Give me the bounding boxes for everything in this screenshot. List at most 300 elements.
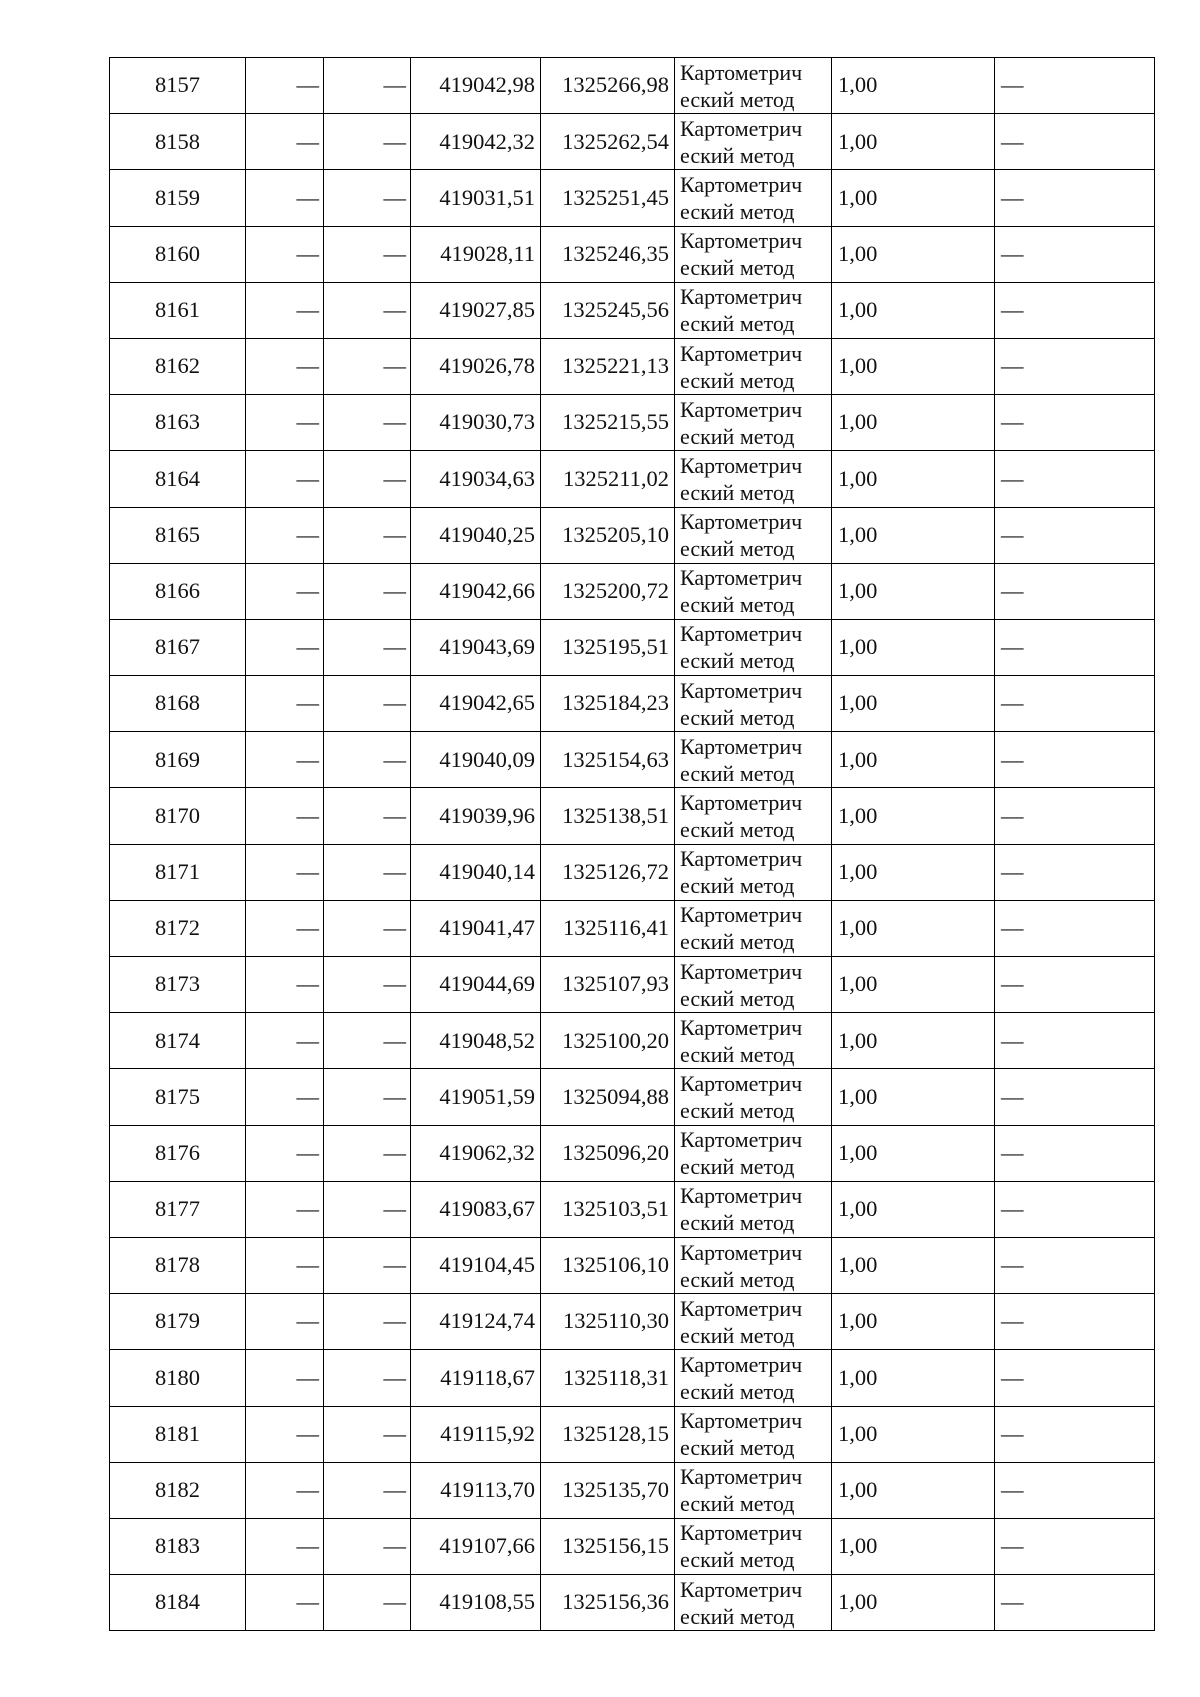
method-text-line: Картометрич [680,846,803,872]
accuracy-cell: 1,00 [832,676,995,732]
empty-cell: — [246,114,324,170]
empty-cell: — [246,788,324,844]
accuracy-cell: 1,00 [832,1069,995,1125]
coordinate-x-cell: 419039,96 [411,788,541,844]
empty-cell: — [246,395,324,451]
table-row [110,1575,1155,1631]
empty-cell: — [324,1237,411,1293]
empty-cell: — [246,226,324,282]
method-cell [675,1125,832,1181]
coordinate-y-cell: 1325205,10 [541,507,675,563]
point-number-cell: 8174 [110,1013,246,1069]
empty-cell: — [246,1462,324,1518]
description-cell: — [995,226,1155,282]
coordinate-x-cell: 419107,66 [411,1518,541,1574]
coordinate-x-cell: 419034,63 [411,451,541,507]
description-cell: — [995,1350,1155,1406]
accuracy-cell: 1,00 [832,1181,995,1237]
coordinate-y-cell: 1325200,72 [541,563,675,619]
method-cell [675,507,832,563]
coordinate-y-cell: 1325195,51 [541,619,675,675]
method-cell [675,1518,832,1574]
accuracy-cell: 1,00 [832,114,995,170]
accuracy-cell: 1,00 [832,1575,995,1631]
coordinate-y-cell: 1325156,36 [541,1575,675,1631]
empty-cell: — [246,58,324,114]
method-cell [675,1069,832,1125]
empty-cell: — [324,1013,411,1069]
accuracy-cell: 1,00 [832,170,995,226]
empty-cell: — [324,788,411,844]
coordinate-x-cell: 419062,32 [411,1125,541,1181]
table-row [110,1294,1155,1350]
point-number-cell: 8175 [110,1069,246,1125]
description-cell: — [995,957,1155,1013]
empty-cell: — [324,1125,411,1181]
method-cell [675,451,832,507]
point-number-cell: 8172 [110,900,246,956]
method-text-line: еский метод [680,1266,795,1292]
point-number-cell: 8180 [110,1350,246,1406]
point-number-cell: 8171 [110,844,246,900]
point-number-cell: 8159 [110,170,246,226]
method-text-line: еский метод [680,1491,795,1517]
accuracy-cell: 1,00 [832,1406,995,1462]
empty-cell: — [246,1181,324,1237]
table-row [110,1125,1155,1181]
empty-cell: — [324,395,411,451]
empty-cell: — [324,226,411,282]
method-text-line: Картометрич [680,340,803,366]
empty-cell: — [246,732,324,788]
coordinate-y-cell: 1325100,20 [541,1013,675,1069]
accuracy-cell: 1,00 [832,451,995,507]
empty-cell: — [324,507,411,563]
empty-cell: — [324,732,411,788]
coordinate-y-cell: 1325262,54 [541,114,675,170]
accuracy-cell: 1,00 [832,732,995,788]
empty-cell: — [246,1518,324,1574]
description-cell: — [995,170,1155,226]
table-row [110,1013,1155,1069]
method-text-line: еский метод [680,1210,795,1236]
method-cell [675,1462,832,1518]
table-row [110,676,1155,732]
point-number-cell: 8166 [110,563,246,619]
table-row [110,451,1155,507]
empty-cell: — [324,451,411,507]
accuracy-cell: 1,00 [832,788,995,844]
point-number-cell: 8184 [110,1575,246,1631]
empty-cell: — [324,1518,411,1574]
coordinate-y-cell: 1325156,15 [541,1518,675,1574]
point-number-cell: 8168 [110,676,246,732]
coordinate-y-cell: 1325221,13 [541,338,675,394]
coordinate-x-cell: 419028,11 [411,226,541,282]
accuracy-cell: 1,00 [832,58,995,114]
method-text-line: еский метод [680,704,795,730]
description-cell: — [995,676,1155,732]
coordinate-x-cell: 419113,70 [411,1462,541,1518]
empty-cell: — [324,563,411,619]
empty-cell: — [324,957,411,1013]
method-text-line: еский метод [680,1378,795,1404]
coordinate-x-cell: 419118,67 [411,1350,541,1406]
coordinate-y-cell: 1325096,20 [541,1125,675,1181]
coordinate-y-cell: 1325118,31 [541,1350,675,1406]
table-row [110,1462,1155,1518]
table-row [110,1406,1155,1462]
empty-cell: — [324,1181,411,1237]
method-cell [675,732,832,788]
point-number-cell: 8176 [110,1125,246,1181]
point-number-cell: 8162 [110,338,246,394]
coordinate-x-cell: 419042,66 [411,563,541,619]
coordinate-x-cell: 419108,55 [411,1575,541,1631]
point-number-cell: 8181 [110,1406,246,1462]
table-row [110,1350,1155,1406]
method-text-line: Картометрич [680,621,803,647]
method-text-line: еский метод [680,760,795,786]
table-body [110,58,1155,1631]
point-number-cell: 8182 [110,1462,246,1518]
coordinate-y-cell: 1325106,10 [541,1237,675,1293]
method-cell [675,619,832,675]
empty-cell: — [324,114,411,170]
empty-cell: — [246,1350,324,1406]
method-text-line: Картометрич [680,1014,803,1040]
table-row [110,844,1155,900]
empty-cell: — [324,619,411,675]
method-cell [675,1294,832,1350]
method-text-line: Картометрич [680,228,803,254]
method-text-line: Картометрич [680,1295,803,1321]
method-text-line: Картометрич [680,452,803,478]
method-cell [675,1575,832,1631]
coordinate-x-cell: 419048,52 [411,1013,541,1069]
table-row [110,1181,1155,1237]
coordinate-y-cell: 1325184,23 [541,676,675,732]
description-cell: — [995,1237,1155,1293]
coordinate-x-cell: 419044,69 [411,957,541,1013]
method-cell [675,788,832,844]
table-row [110,507,1155,563]
description-cell: — [995,1518,1155,1574]
description-cell: — [995,114,1155,170]
description-cell: — [995,788,1155,844]
description-cell: — [995,451,1155,507]
description-cell: — [995,1406,1155,1462]
accuracy-cell: 1,00 [832,226,995,282]
method-text-line: Картометрич [680,509,803,535]
table-row [110,395,1155,451]
coordinates-table [109,57,1155,1631]
method-text-line: еский метод [680,1041,795,1067]
method-text-line: Картометрич [680,1576,803,1602]
empty-cell: — [246,507,324,563]
coordinate-y-cell: 1325107,93 [541,957,675,1013]
coordinate-x-cell: 419042,32 [411,114,541,170]
method-text-line: еский метод [680,592,795,618]
description-cell: — [995,58,1155,114]
empty-cell: — [246,900,324,956]
empty-cell: — [324,1069,411,1125]
empty-cell: — [246,563,324,619]
empty-cell: — [246,170,324,226]
method-text-line: Картометрич [680,1070,803,1096]
method-text-line: еский метод [680,648,795,674]
empty-cell: — [246,619,324,675]
method-text-line: Картометрич [680,1464,803,1490]
description-cell: — [995,395,1155,451]
method-text-line: Картометрич [680,1351,803,1377]
coordinate-y-cell: 1325215,55 [541,395,675,451]
method-cell [675,1181,832,1237]
method-text-line: еский метод [680,1154,795,1180]
coordinate-y-cell: 1325128,15 [541,1406,675,1462]
empty-cell: — [246,1069,324,1125]
empty-cell: — [246,676,324,732]
coordinate-y-cell: 1325251,45 [541,170,675,226]
method-text-line: Картометрич [680,677,803,703]
table-row [110,282,1155,338]
point-number-cell: 8164 [110,451,246,507]
table-row [110,58,1155,114]
method-cell [675,844,832,900]
point-number-cell: 8161 [110,282,246,338]
coordinate-x-cell: 419041,47 [411,900,541,956]
empty-cell: — [246,282,324,338]
method-text-line: еский метод [680,536,795,562]
point-number-cell: 8165 [110,507,246,563]
coordinate-x-cell: 419030,73 [411,395,541,451]
description-cell: — [995,1069,1155,1125]
point-number-cell: 8179 [110,1294,246,1350]
method-cell [675,1013,832,1069]
table-row [110,788,1155,844]
method-cell [675,395,832,451]
coordinate-x-cell: 419042,98 [411,58,541,114]
coordinate-y-cell: 1325245,56 [541,282,675,338]
method-cell [675,114,832,170]
method-text-line: Картометрич [680,790,803,816]
method-text-line: еский метод [680,1547,795,1573]
description-cell: — [995,900,1155,956]
description-cell: — [995,732,1155,788]
accuracy-cell: 1,00 [832,900,995,956]
table-row [110,619,1155,675]
table-row [110,1237,1155,1293]
point-number-cell: 8183 [110,1518,246,1574]
coordinate-x-cell: 419051,59 [411,1069,541,1125]
table-row [110,170,1155,226]
coordinate-y-cell: 1325110,30 [541,1294,675,1350]
table-row [110,563,1155,619]
table-row [110,957,1155,1013]
point-number-cell: 8177 [110,1181,246,1237]
method-text-line: еский метод [680,1603,795,1629]
empty-cell: — [324,1406,411,1462]
method-cell [675,900,832,956]
method-text-line: Картометрич [680,1408,803,1434]
method-text-line: Картометрич [680,171,803,197]
empty-cell: — [246,1406,324,1462]
accuracy-cell: 1,00 [832,957,995,1013]
table-row [110,1069,1155,1125]
coordinate-y-cell: 1325116,41 [541,900,675,956]
method-text-line: еский метод [680,985,795,1011]
point-number-cell: 8160 [110,226,246,282]
method-text-line: еский метод [680,255,795,281]
method-cell [675,1350,832,1406]
accuracy-cell: 1,00 [832,1013,995,1069]
coordinate-y-cell: 1325135,70 [541,1462,675,1518]
empty-cell: — [324,170,411,226]
empty-cell: — [246,957,324,1013]
method-cell [675,226,832,282]
method-cell [675,957,832,1013]
empty-cell: — [324,676,411,732]
empty-cell: — [324,1294,411,1350]
description-cell: — [995,507,1155,563]
method-text-line: еский метод [680,423,795,449]
method-text-line: Картометрич [680,1183,803,1209]
coordinate-y-cell: 1325211,02 [541,451,675,507]
coordinate-x-cell: 419026,78 [411,338,541,394]
accuracy-cell: 1,00 [832,1125,995,1181]
point-number-cell: 8173 [110,957,246,1013]
accuracy-cell: 1,00 [832,1237,995,1293]
accuracy-cell: 1,00 [832,1462,995,1518]
accuracy-cell: 1,00 [832,1350,995,1406]
accuracy-cell: 1,00 [832,563,995,619]
table-row [110,1518,1155,1574]
accuracy-cell: 1,00 [832,1518,995,1574]
coordinate-y-cell: 1325103,51 [541,1181,675,1237]
method-text-line: еский метод [680,1097,795,1123]
description-cell: — [995,563,1155,619]
empty-cell: — [246,1575,324,1631]
method-text-line: еский метод [680,367,795,393]
method-cell [675,170,832,226]
table-row [110,114,1155,170]
method-text-line: Картометрич [680,396,803,422]
empty-cell: — [246,1013,324,1069]
table-row [110,338,1155,394]
description-cell: — [995,1462,1155,1518]
point-number-cell: 8163 [110,395,246,451]
method-text-line: Картометрич [680,115,803,141]
coordinate-x-cell: 419040,14 [411,844,541,900]
point-number-cell: 8167 [110,619,246,675]
point-number-cell: 8158 [110,114,246,170]
description-cell: — [995,282,1155,338]
coordinate-x-cell: 419124,74 [411,1294,541,1350]
method-text-line: еский метод [680,142,795,168]
accuracy-cell: 1,00 [832,1294,995,1350]
method-text-line: Картометрич [680,1127,803,1153]
empty-cell: — [246,844,324,900]
description-cell: — [995,619,1155,675]
method-text-line: Картометрич [680,1239,803,1265]
empty-cell: — [324,1462,411,1518]
method-text-line: Картометрич [680,958,803,984]
method-text-line: Картометрич [680,284,803,310]
method-text-line: еский метод [680,311,795,337]
empty-cell: — [246,1294,324,1350]
method-cell [675,676,832,732]
method-cell [675,58,832,114]
coordinate-y-cell: 1325154,63 [541,732,675,788]
accuracy-cell: 1,00 [832,395,995,451]
method-text-line: Картометрич [680,733,803,759]
coordinate-x-cell: 419040,09 [411,732,541,788]
method-text-line: Картометрич [680,1520,803,1546]
method-cell [675,338,832,394]
empty-cell: — [324,282,411,338]
empty-cell: — [324,58,411,114]
empty-cell: — [324,1350,411,1406]
description-cell: — [995,844,1155,900]
coordinate-y-cell: 1325246,35 [541,226,675,282]
accuracy-cell: 1,00 [832,619,995,675]
coordinate-x-cell: 419083,67 [411,1181,541,1237]
coordinate-x-cell: 419104,45 [411,1237,541,1293]
method-cell [675,563,832,619]
accuracy-cell: 1,00 [832,338,995,394]
description-cell: — [995,1181,1155,1237]
table-row [110,732,1155,788]
coordinate-x-cell: 419043,69 [411,619,541,675]
coordinate-y-cell: 1325126,72 [541,844,675,900]
point-number-cell: 8157 [110,58,246,114]
method-text-line: еский метод [680,1322,795,1348]
method-cell [675,282,832,338]
method-text-line: Картометрич [680,902,803,928]
empty-cell: — [324,844,411,900]
empty-cell: — [324,1575,411,1631]
empty-cell: — [324,338,411,394]
coordinate-x-cell: 419031,51 [411,170,541,226]
method-text-line: Картометрич [680,565,803,591]
method-text-line: еский метод [680,817,795,843]
method-text-line: еский метод [680,929,795,955]
empty-cell: — [324,900,411,956]
coordinate-y-cell: 1325138,51 [541,788,675,844]
method-text-line: еский метод [680,86,795,112]
coordinate-x-cell: 419042,65 [411,676,541,732]
description-cell: — [995,338,1155,394]
method-cell [675,1406,832,1462]
method-text-line: Картометрич [680,59,803,85]
method-text-line: еский метод [680,873,795,899]
description-cell: — [995,1575,1155,1631]
coordinate-x-cell: 419027,85 [411,282,541,338]
table-row [110,900,1155,956]
method-text-line: еский метод [680,198,795,224]
description-cell: — [995,1013,1155,1069]
coordinate-y-cell: 1325266,98 [541,58,675,114]
table-row [110,226,1155,282]
description-cell: — [995,1294,1155,1350]
point-number-cell: 8170 [110,788,246,844]
description-cell: — [995,1125,1155,1181]
coordinate-y-cell: 1325094,88 [541,1069,675,1125]
method-cell [675,1237,832,1293]
method-text-line: еский метод [680,1435,795,1461]
coordinate-x-cell: 419115,92 [411,1406,541,1462]
empty-cell: — [246,338,324,394]
